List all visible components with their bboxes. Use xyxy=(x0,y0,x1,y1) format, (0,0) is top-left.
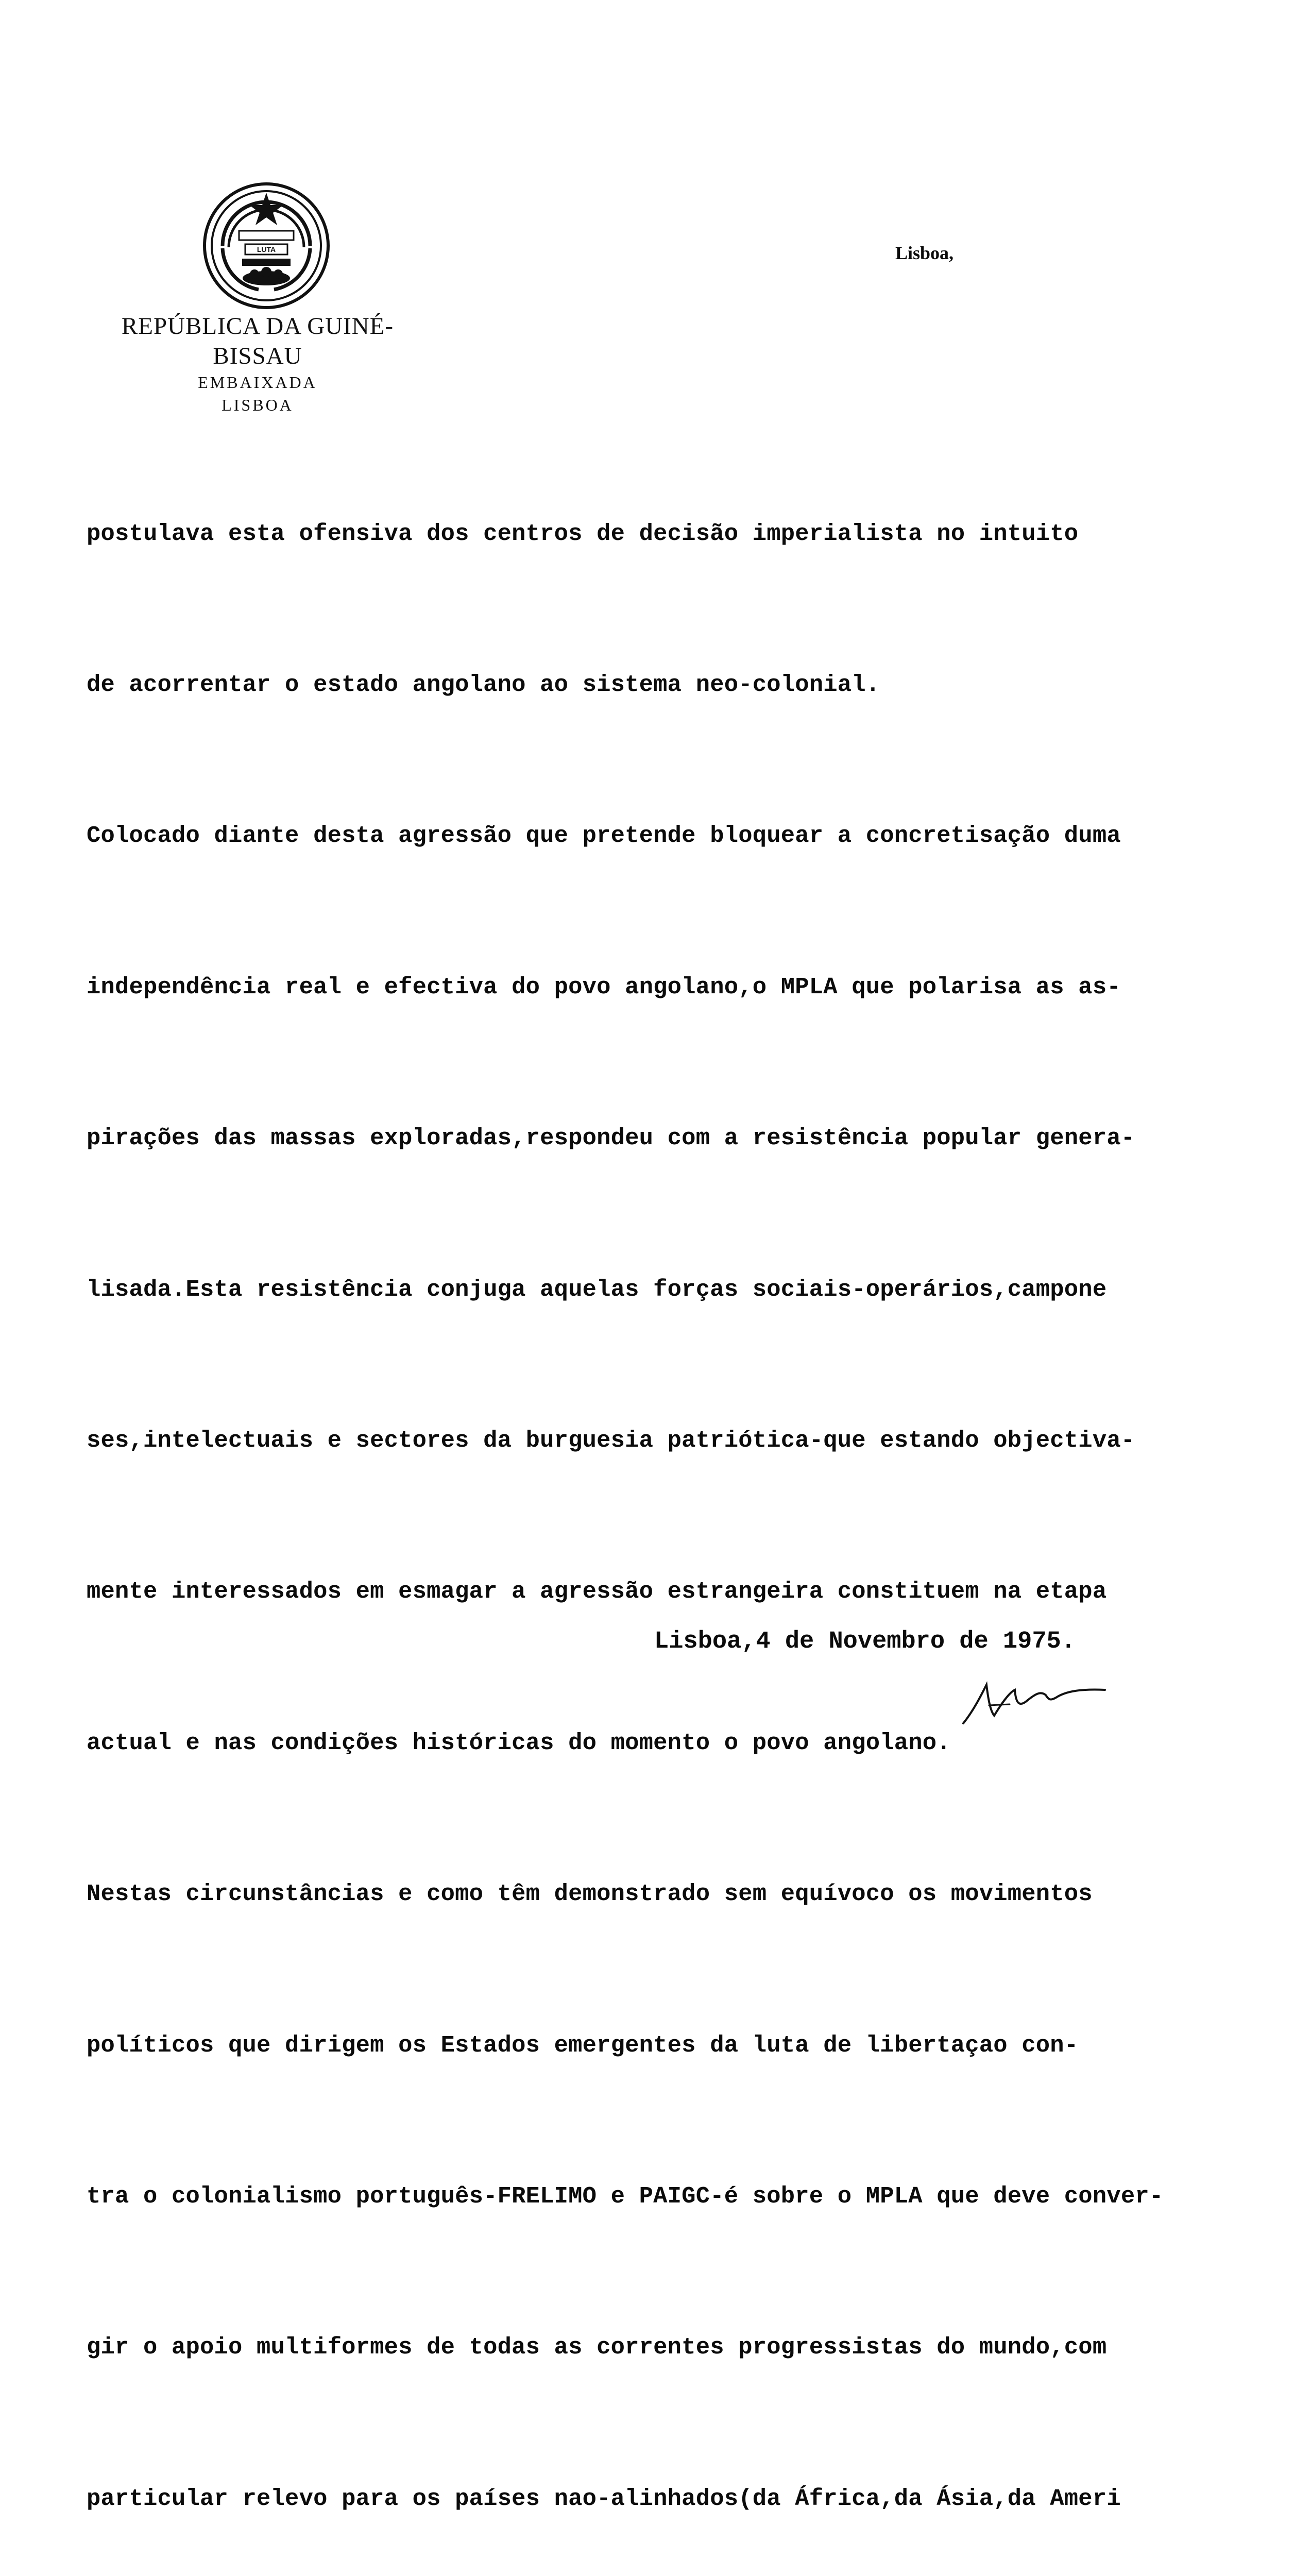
letterhead xyxy=(77,311,438,416)
body-line: particular relevo para os países nao-alinhados(da África,da Ásia,da Ameri xyxy=(87,2485,1121,2512)
scan-edge-mark xyxy=(0,515,4,536)
letterhead-country: REPÚBLICA DA GUINÉ-BISSAU xyxy=(121,313,394,369)
body-line: Nestas circunstâncias e como têm demonstrado sem equívoco os movimentos xyxy=(87,1880,1093,1908)
seal-motto: LUTA xyxy=(257,245,276,253)
body-line: políticos que dirigem os Estados emergentes da luta de libertaçao con- xyxy=(87,2031,1079,2059)
letter-body xyxy=(87,408,1230,2576)
body-line: independência real e efectiva do povo angolano,o MPLA que polarisa as as- xyxy=(87,973,1121,1001)
body-line: actual e nas condições históricas do momento o povo angolano. xyxy=(87,1729,951,1756)
body-line: gir o apoio multiformes de todas as correntes progressistas do mundo,com xyxy=(87,2334,1107,2361)
body-line: mente interessados em esmagar a agressão estrangeira constituem na etapa xyxy=(87,1578,1107,1605)
header-place: Lisboa, xyxy=(895,243,954,263)
body-line: pirações das massas exploradas,respondeu com a resistência popular genera- xyxy=(87,1125,1135,1152)
body-line: tra o colonialismo português-FRELIMO e PAIGC-é sobre o MPLA que deve conver- xyxy=(87,2182,1164,2210)
letterhead-city: LISBOA xyxy=(222,396,294,414)
star-emblem-seal-icon xyxy=(202,181,331,310)
body-line: lisada.Esta resistência conjuga aquelas forças sociais-operários,campone xyxy=(87,1276,1107,1303)
body-line: ses,intelectuais e sectores da burguesia patriótica-que estando objectiva- xyxy=(87,1427,1135,1454)
letterhead-office: EMBAIXADA xyxy=(198,373,317,392)
body-line: postulava esta ofensiva dos centros de decisão imperialista no intuito xyxy=(87,520,1079,547)
closing-date: Lisboa,4 de Novembro de 1975. xyxy=(654,1628,1076,1655)
body-line: de acorrentar o estado angolano ao sistema neo-colonial. xyxy=(87,671,880,698)
handwritten-signature-icon xyxy=(958,1674,1113,1731)
body-line: Colocado diante desta agressão que pretende bloquear a concretisação duma xyxy=(87,822,1121,850)
